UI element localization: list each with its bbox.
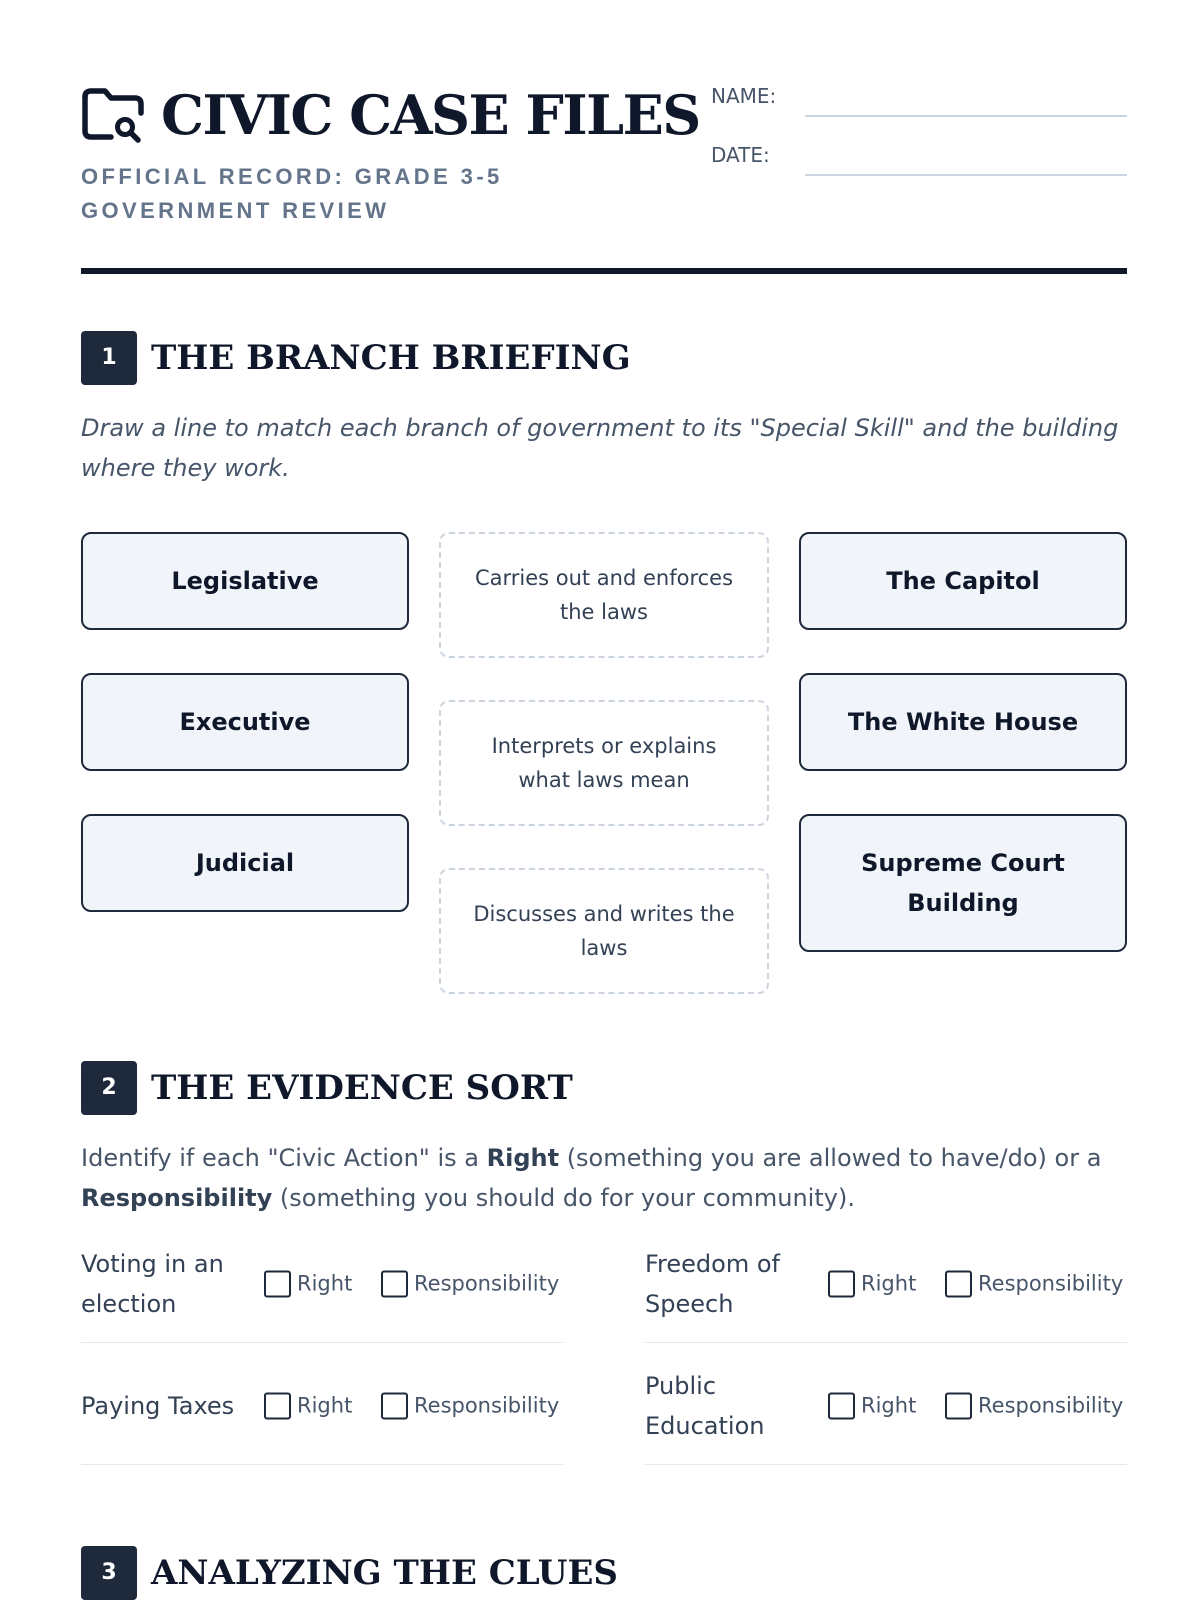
responsibility-option[interactable]: [381, 1392, 559, 1419]
section-number-badge: 2: [81, 1061, 137, 1115]
right-checkbox[interactable]: [264, 1392, 291, 1419]
right-option[interactable]: [264, 1392, 352, 1419]
worksheet-subtitle: OFFICIAL RECORD: GRADE 3-5 GOVERNMENT REVIEW: [81, 164, 503, 223]
responsibility-checkbox[interactable]: [381, 1392, 408, 1419]
responsibility-option-label: Responsibility: [414, 1271, 560, 1296]
right-option-label: Right: [861, 1271, 917, 1296]
branch-judicial[interactable]: Judicial: [81, 814, 409, 912]
responsibility-checkbox[interactable]: [381, 1270, 408, 1297]
civic-action-label: Freedom of Speech: [645, 1249, 780, 1318]
section-title: THE BRANCH BRIEFING: [151, 338, 631, 378]
right-option[interactable]: [828, 1270, 916, 1297]
building-white-house[interactable]: The White House: [799, 673, 1127, 771]
header-divider: [81, 268, 1127, 274]
name-label: NAME:: [711, 84, 777, 108]
right-option-label: Right: [297, 1271, 353, 1296]
instructions-text: (something you should do for your community).: [272, 1184, 855, 1212]
skill-writes-laws[interactable]: Discusses and writes the laws: [439, 868, 769, 994]
name-field[interactable]: [805, 115, 1127, 117]
sort-item-paying-taxes: [81, 1347, 563, 1465]
right-term: Right: [486, 1144, 560, 1172]
building-supreme-court[interactable]: Supreme Court Building: [799, 814, 1127, 952]
right-checkbox[interactable]: [828, 1392, 855, 1419]
responsibility-option[interactable]: [945, 1392, 1123, 1419]
branch-legislative[interactable]: Legislative: [81, 532, 409, 630]
right-checkbox[interactable]: [264, 1270, 291, 1297]
section-number-badge: 3: [81, 1546, 137, 1600]
date-field[interactable]: [805, 174, 1127, 176]
responsibility-checkbox[interactable]: [945, 1270, 972, 1297]
right-option-label: Right: [297, 1393, 353, 1418]
skill-interprets-laws[interactable]: Interprets or explains what laws mean: [439, 700, 769, 826]
right-checkbox[interactable]: [828, 1270, 855, 1297]
instructions-text: Identify if each "Civic Action" is a: [81, 1144, 487, 1172]
section-2-instructions: [81, 1138, 1127, 1218]
branch-executive[interactable]: Executive: [81, 673, 409, 771]
skill-enforces-laws[interactable]: Carries out and enforces the laws: [439, 532, 769, 658]
responsibility-option[interactable]: [945, 1270, 1123, 1297]
right-option[interactable]: [264, 1270, 352, 1297]
right-option-label: Right: [861, 1393, 917, 1418]
sort-item-freedom-of-speech: [645, 1225, 1127, 1343]
date-label: DATE:: [711, 143, 770, 167]
responsibility-checkbox[interactable]: [945, 1392, 972, 1419]
section-title: ANALYZING THE CLUES: [151, 1553, 618, 1593]
instructions-text: (something you are allowed to have/do) or a: [559, 1144, 1102, 1172]
section-title: THE EVIDENCE SORT: [151, 1068, 573, 1108]
worksheet-header: [81, 82, 1127, 272]
worksheet-title: CIVIC CASE FILES: [161, 83, 700, 147]
responsibility-option-label: Responsibility: [978, 1271, 1124, 1296]
civic-action-label: Paying Taxes: [81, 1391, 235, 1420]
folder-search-icon: [81, 85, 145, 143]
civic-action-label: Public Education: [645, 1371, 765, 1440]
building-capitol[interactable]: The Capitol: [799, 532, 1127, 630]
responsibility-option-label: Responsibility: [414, 1393, 560, 1418]
responsibility-term: Responsibility: [81, 1184, 273, 1212]
right-option[interactable]: [828, 1392, 916, 1419]
responsibility-option-label: Responsibility: [978, 1393, 1124, 1418]
section-1-instructions: Draw a line to match each branch of government to its "Special Skill" and the building where they work.: [81, 414, 1119, 482]
worksheet-page: [81, 0, 1127, 1600]
responsibility-option[interactable]: [381, 1270, 559, 1297]
sort-item-public-education: [645, 1347, 1127, 1465]
civic-action-label: Voting in an election: [81, 1249, 224, 1318]
section-number-badge: 1: [81, 331, 137, 385]
sort-item-voting: [81, 1225, 563, 1343]
